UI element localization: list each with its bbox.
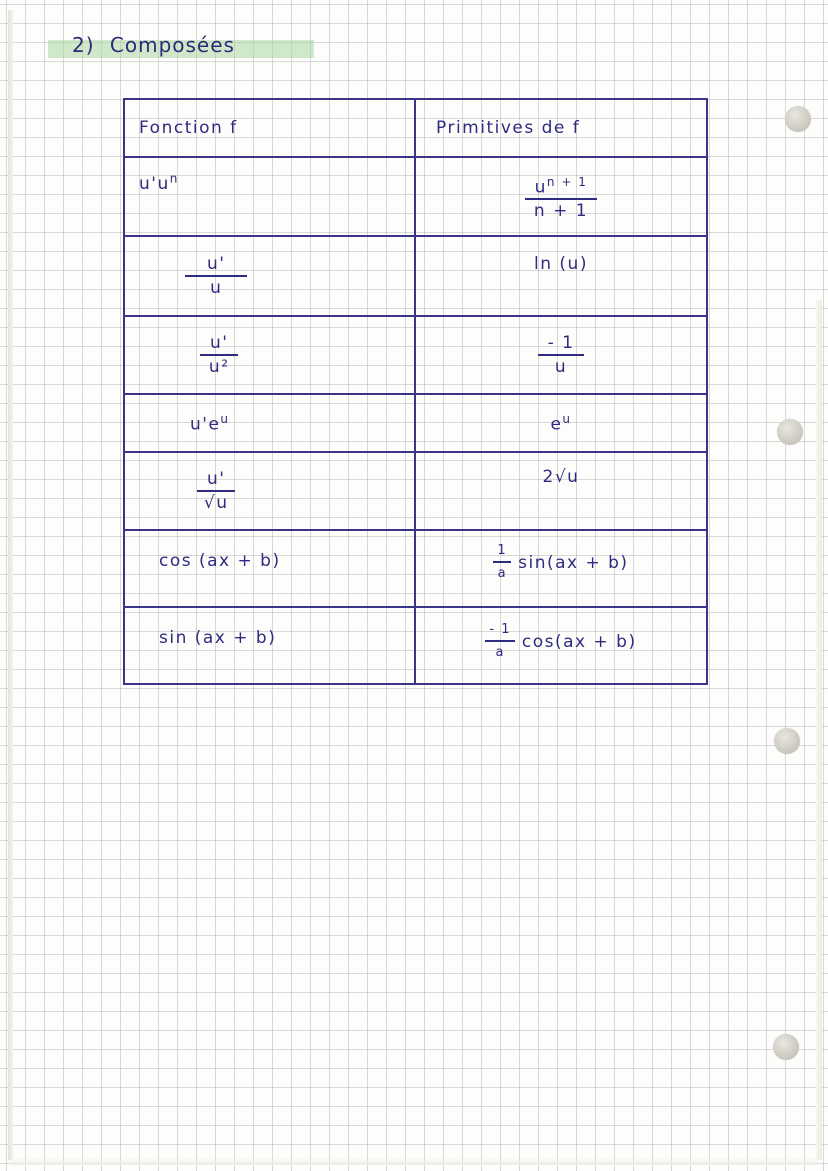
- function-expr: sin (ax + b): [159, 627, 277, 648]
- function-expr: cos (ax + b): [159, 550, 281, 571]
- primitive-cell: [415, 236, 707, 316]
- function-expr: u'e: [190, 414, 221, 435]
- denominator: a: [495, 645, 505, 660]
- function-exponent: n: [169, 171, 179, 186]
- fraction: [538, 334, 585, 376]
- function-cell: [124, 316, 415, 394]
- table-row: [124, 607, 707, 684]
- primitive-exponent: u: [562, 411, 572, 426]
- table-row: [124, 394, 707, 452]
- section-heading: [72, 32, 235, 58]
- fraction: [197, 470, 235, 512]
- numerator: 1: [493, 542, 511, 563]
- primitive-cell: [415, 157, 707, 236]
- primitive-expr: ln (u): [534, 254, 588, 274]
- function-expr: u'u: [139, 173, 170, 194]
- numerator: u': [185, 255, 247, 277]
- table-row: [124, 530, 707, 607]
- fraction: [485, 621, 515, 662]
- primitive-expr: 2√u: [542, 467, 580, 487]
- denominator: u: [210, 278, 223, 298]
- primitive-expr: cos(ax + b): [521, 631, 637, 652]
- section-number: 2): [72, 33, 95, 57]
- page-bottom-edge: [10, 1157, 818, 1165]
- numerator: - 1: [485, 621, 515, 642]
- denominator: a: [497, 566, 508, 581]
- denominator: √u: [203, 493, 229, 513]
- numerator: u': [197, 470, 235, 492]
- binder-hole: [773, 1034, 799, 1060]
- primitive-expr: sin(ax + b): [518, 552, 629, 573]
- section-title: Composées: [109, 33, 235, 57]
- primitive-cell: [415, 452, 707, 530]
- function-cell: [124, 452, 415, 530]
- table-row: [124, 157, 707, 236]
- binder-hole: [785, 106, 811, 132]
- fraction: [200, 334, 238, 376]
- numerator: - 1: [538, 334, 585, 356]
- numerator: u': [200, 334, 238, 356]
- function-cell: [124, 236, 415, 316]
- fraction: [525, 173, 598, 221]
- primitive-cell: [415, 316, 707, 394]
- table-header-row: [124, 99, 707, 157]
- fraction: [493, 542, 511, 583]
- denominator: n + 1: [533, 201, 589, 222]
- primitives-table: [123, 98, 708, 685]
- numerator: u: [534, 177, 547, 198]
- fraction: [185, 255, 247, 297]
- table-row: [124, 236, 707, 316]
- function-cell: [124, 530, 415, 607]
- function-exponent: u: [220, 411, 230, 426]
- function-cell: [124, 394, 415, 452]
- denominator: u²: [208, 357, 230, 377]
- primitive-cell: [415, 530, 707, 607]
- primitive-expr: e: [550, 414, 563, 435]
- header-primitive: [415, 99, 707, 157]
- page-right-edge: [816, 300, 822, 1160]
- header-function: [124, 99, 415, 157]
- function-cell: [124, 607, 415, 684]
- primitive-cell: [415, 607, 707, 684]
- header-function-label: Fonction f: [139, 118, 238, 138]
- function-cell: [124, 157, 415, 236]
- header-primitive-label: Primitives de f: [436, 118, 581, 138]
- page-left-edge: [8, 10, 13, 1160]
- table-row: [124, 316, 707, 394]
- primitive-cell: [415, 394, 707, 452]
- table-row: [124, 452, 707, 530]
- binder-hole: [774, 728, 800, 754]
- denominator: u: [554, 357, 568, 377]
- numerator-exponent: n + 1: [546, 174, 588, 189]
- binder-hole: [777, 419, 803, 445]
